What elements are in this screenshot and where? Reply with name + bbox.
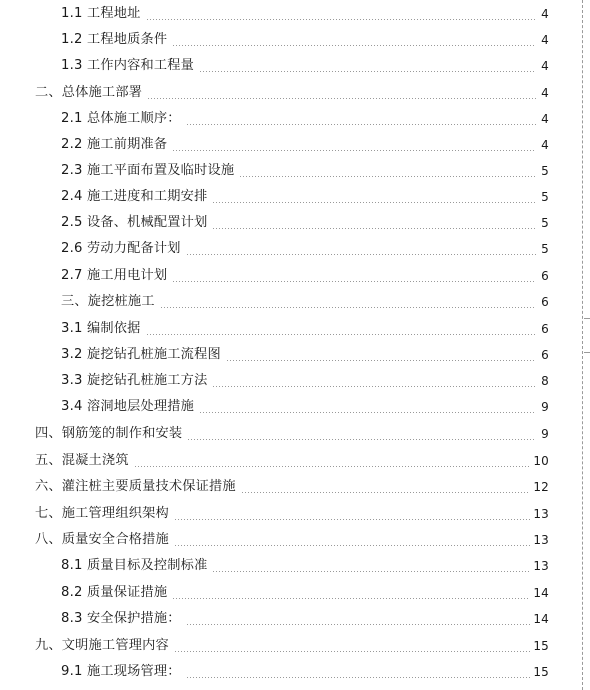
toc-entry[interactable] xyxy=(61,580,549,606)
dot-leader xyxy=(212,202,536,203)
toc-entry-title: 3.4 溶洞地层处理措施 xyxy=(61,399,195,415)
toc-entry[interactable] xyxy=(61,210,549,236)
toc-entry-title: 2.2 施工前期准备 xyxy=(61,137,168,153)
dot-leader xyxy=(172,598,530,599)
dot-leader xyxy=(147,98,536,99)
toc-entry[interactable] xyxy=(61,106,549,132)
toc-entry[interactable] xyxy=(61,27,549,53)
toc-page-number: 13 xyxy=(533,559,549,573)
toc-entry-title: 2.7 施工用电计划 xyxy=(61,268,168,284)
dot-leader xyxy=(146,19,536,20)
toc-entry-title: 2.3 施工平面布置及临时设施 xyxy=(61,163,235,179)
toc-entry[interactable] xyxy=(61,1,549,27)
toc-entry-title: 五、混凝土浇筑 xyxy=(35,453,129,469)
toc-page-number: 4 xyxy=(541,86,549,100)
dot-leader xyxy=(174,519,530,520)
dot-leader xyxy=(186,124,536,125)
toc-entry[interactable] xyxy=(35,421,549,447)
toc-page-number: 14 xyxy=(533,586,549,600)
toc-entry-title: 8.3 安全保护措施： xyxy=(61,611,181,627)
dot-leader xyxy=(186,624,531,625)
toc-entry-title: 1.1 工程地址 xyxy=(61,6,141,22)
toc-entry-title: 八、质量安全合格措施 xyxy=(35,532,169,548)
toc-page-number: 10 xyxy=(533,454,549,468)
toc-entry-title: 六、灌注桩主要质量技术保证措施 xyxy=(35,479,236,495)
dot-leader xyxy=(239,176,536,177)
toc-entry[interactable] xyxy=(61,236,549,262)
toc-entry-title: 2.1 总体施工顺序： xyxy=(61,111,181,127)
dot-leader xyxy=(212,228,536,229)
dot-leader xyxy=(172,281,536,282)
dot-leader xyxy=(187,439,536,440)
dot-leader xyxy=(174,651,530,652)
toc-entry[interactable] xyxy=(35,474,549,500)
toc-entry[interactable] xyxy=(35,501,549,527)
toc-entry-title: 9.1 施工现场管理： xyxy=(61,664,181,680)
dot-leader xyxy=(172,150,536,151)
toc-entry-title: 1.2 工程地质条件 xyxy=(61,32,168,48)
dot-leader xyxy=(146,334,536,335)
page-margin-guide xyxy=(582,0,584,690)
dot-leader xyxy=(186,254,536,255)
toc-entry[interactable] xyxy=(61,158,549,184)
toc-entry[interactable] xyxy=(61,184,549,210)
dot-leader xyxy=(134,466,531,467)
toc-entry[interactable] xyxy=(35,527,549,553)
toc-page-number: 6 xyxy=(541,322,549,336)
toc-entry-title: 2.4 施工进度和工期安排 xyxy=(61,189,208,205)
toc-page-number: 4 xyxy=(541,138,549,152)
toc-entry-title: 2.6 劳动力配备计划 xyxy=(61,241,181,257)
toc-entry-title: 3.1 编制依据 xyxy=(61,321,141,337)
toc-page-number: 13 xyxy=(533,507,549,521)
toc-entry[interactable] xyxy=(35,80,549,106)
toc-entry-title: 九、文明施工管理内容 xyxy=(35,638,169,654)
margin-marker xyxy=(584,352,590,353)
dot-leader xyxy=(186,677,531,678)
toc-entry[interactable] xyxy=(35,633,549,659)
toc-page-number: 12 xyxy=(533,480,549,494)
toc-page-number: 15 xyxy=(533,639,549,653)
toc-page-number: 5 xyxy=(541,164,549,178)
toc-entry[interactable] xyxy=(35,448,549,474)
toc-entry[interactable] xyxy=(61,316,549,342)
toc-entry[interactable] xyxy=(61,342,549,368)
toc-page-number: 4 xyxy=(541,59,549,73)
toc-page-number: 4 xyxy=(541,33,549,47)
toc-entry[interactable] xyxy=(61,263,549,289)
toc-page-number: 6 xyxy=(541,295,549,309)
toc-page-number: 14 xyxy=(533,612,549,626)
toc-entry[interactable] xyxy=(61,606,549,632)
dot-leader xyxy=(212,386,536,387)
toc-entry[interactable] xyxy=(61,368,549,394)
toc-page-number: 13 xyxy=(533,533,549,547)
toc-page-number: 4 xyxy=(541,112,549,126)
toc-page-number: 15 xyxy=(533,665,549,679)
dot-leader xyxy=(241,492,531,493)
toc-entry[interactable] xyxy=(61,394,549,420)
toc-page-number: 9 xyxy=(541,427,549,441)
toc-page-number: 8 xyxy=(541,374,549,388)
dot-leader xyxy=(199,71,536,72)
dot-leader xyxy=(212,571,530,572)
toc-entry[interactable] xyxy=(61,659,549,685)
toc-entry-title: 2.5 设备、机械配置计划 xyxy=(61,215,208,231)
toc-entry-title: 四、钢筋笼的制作和安装 xyxy=(35,426,183,442)
toc-entry-title: 七、施工管理组织架构 xyxy=(35,506,169,522)
toc-page-number: 4 xyxy=(541,7,549,21)
dot-leader xyxy=(172,45,536,46)
toc-page-number: 5 xyxy=(541,242,549,256)
toc-entry-title: 二、总体施工部署 xyxy=(35,85,143,101)
toc-page-number: 9 xyxy=(541,400,549,414)
toc-entry[interactable] xyxy=(61,289,549,315)
dot-leader xyxy=(174,545,530,546)
toc-entry-title: 8.1 质量目标及控制标准 xyxy=(61,558,208,574)
toc-entry-title: 1.3 工作内容和工程量 xyxy=(61,58,195,74)
toc-page-number: 6 xyxy=(541,269,549,283)
dot-leader xyxy=(160,307,536,308)
toc-entry[interactable] xyxy=(61,553,549,579)
toc-entry-title: 三、旋挖桩施工 xyxy=(61,294,155,310)
toc-entry-title: 3.2 旋挖钻孔桩施工流程图 xyxy=(61,347,221,363)
toc-page-number: 5 xyxy=(541,216,549,230)
toc-entry-title: 3.3 旋挖钻孔桩施工方法 xyxy=(61,373,208,389)
dot-leader xyxy=(199,412,536,413)
dot-leader xyxy=(226,360,536,361)
toc-page-number: 6 xyxy=(541,348,549,362)
toc-entry[interactable] xyxy=(61,53,549,79)
toc-entry-title: 8.2 质量保证措施 xyxy=(61,585,168,601)
toc-entry[interactable] xyxy=(61,132,549,158)
toc-page-number: 5 xyxy=(541,190,549,204)
margin-marker xyxy=(584,318,590,319)
